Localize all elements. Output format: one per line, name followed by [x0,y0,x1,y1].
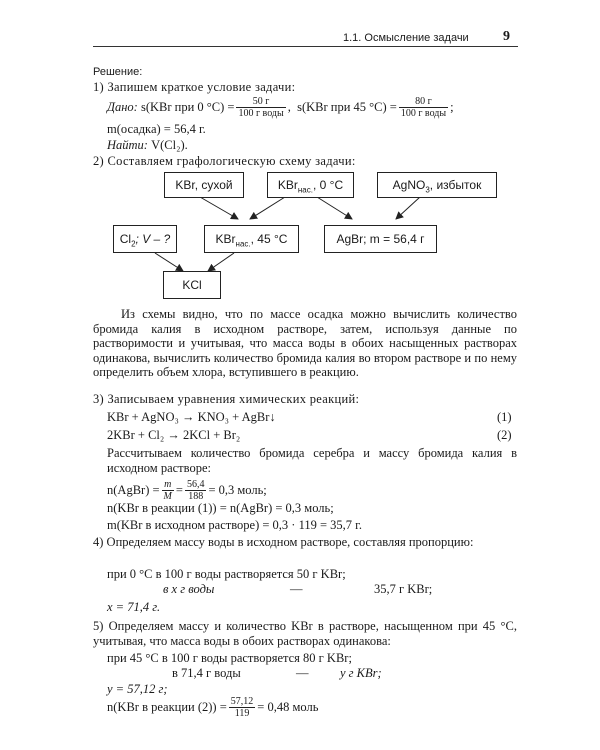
given-label: Дано: [107,100,138,114]
arrow-cl2-to-kcl [155,253,183,271]
page-number: 9 [503,29,510,44]
given-s2-left: s(KBr при 45 °C) = [297,100,397,114]
given-s1-left: s(KBr при 0 °C) = [140,100,235,114]
step4-result: x = 71,4 г. [107,600,161,614]
step1-heading: 1) Запишем краткое условие задачи: [93,80,296,94]
explanation-paragraph: Из схемы видно, что по массе осадка можно вычислить количество бромида калия в исходном растворе, затем, используя данные по растворимости и учитывая, что масса воды в обоих насыщенных растворах одинакова, вычислить количество бромида калия во втором растворе и по нему определить объем хлора, вступившего в реакцию. [93,307,517,379]
m-over-M: $\frac{m}{M}$ [163,478,172,502]
step5-line2-right: y г KBr; [340,666,382,680]
arrow-sat0-to-sat45 [250,197,285,219]
box-kbr-dry: KBr, сухой [164,172,244,198]
box-kcl: KCl [163,271,221,299]
step4-proportion-line1: при 0 °C в 100 г воды растворяется 50 г KBr; [107,567,346,581]
mass-over-molar: $\frac{56,4}{188}$ [186,478,205,502]
calc-intro: Рассчитываем количество бромида серебра и массу бромида калия в исходном растворе: [107,446,517,475]
step5-fraction: $\frac{57,12}{119}$ [230,695,254,719]
box-agbr: AgBr; m = 56,4 г [324,225,437,253]
section-title: 1.1. Осмысление задачи [343,32,469,44]
step4-heading: 4) Определяем массу воды в исходном растворе, составляя пропорцию: [93,535,474,549]
arrow-dry-to-sat45 [200,197,238,219]
step5-proportion-line1: при 45 °C в 100 г воды растворяется 80 г KBr; [107,651,352,665]
step5-heading: 5) Определяем массу и количество KBr в растворе, насыщенном при 45 °C, учитывая, что масса воды в обоих растворах одинакова: [93,619,517,648]
given-s2-fraction: $\frac{80 г}{\text{100 г воды}}$ [400,95,447,119]
step4-line2-dash: — [290,582,303,596]
arrow-sat45-to-kcl [208,253,234,271]
equation-1-number: (1) [497,410,512,424]
solution-label: Решение: [93,66,143,78]
step3-heading: 3) Записываем уравнения химических реакций: [93,392,360,406]
equation-2-number: (2) [497,428,512,442]
equation-2: 2KBr + Cl₂ → 2KCl + Br₂ [107,428,241,442]
box-kbr-sat45: KBr$_{нас.}$, 45 °C [204,225,299,253]
equation-1: KBr + AgNO₃ → KNO₃ + AgBr↓ [107,410,276,424]
m-kbr-line: m(KBr в исходном растворе) = 0,3 · 119 = 35,7 г. [107,518,362,532]
step1-given: Дано: s(KBr при 0 °C) = $\frac{50 г}{\text{100 г воды}}$ , s(KBr при 45 °C) = $\frac{80 г}{\text{100 г воды}}$ ; [107,95,454,119]
box-cl2: $Cl_2$; V – ? [113,225,177,253]
step5-y-result: y = 57,12 г; [107,682,168,696]
step4-line2-right: 35,7 г KBr; [374,582,433,596]
box-kbr-sat0: KBr$_{нас.}$, 0 °C [267,172,354,198]
step5-line2-left: в 71,4 г воды [172,666,241,680]
find-line: Найти: V(Cl₂). [107,138,188,152]
arrow-sat0-to-agbr [317,197,352,219]
step4-line2-left: в x г воды [163,582,215,596]
given-mass: m(осадка) = 56,4 г. [107,122,206,136]
n-kbr-line: n(KBr в реакции (1)) = n(AgBr) = 0,3 моль; [107,501,334,515]
arrow-agno3-to-agbr [396,197,420,219]
step5-n-formula: n(KBr в реакции (2)) = $\frac{57,12}{119}$ = 0,48 моль [107,695,319,719]
step5-line2-dash: — [296,666,309,680]
given-s1-fraction: $\frac{50 г}{\text{100 г воды}}$ [238,95,284,119]
n-agbr-formula: n(AgBr) = $\frac{m}{M}$ = $\frac{56,4}{188}$ = 0,3 моль; [107,478,267,502]
step2-heading: 2) Составляем графологическую схему задачи: [93,154,356,168]
box-agno3: AgNO$_3$, избыток [377,172,497,198]
